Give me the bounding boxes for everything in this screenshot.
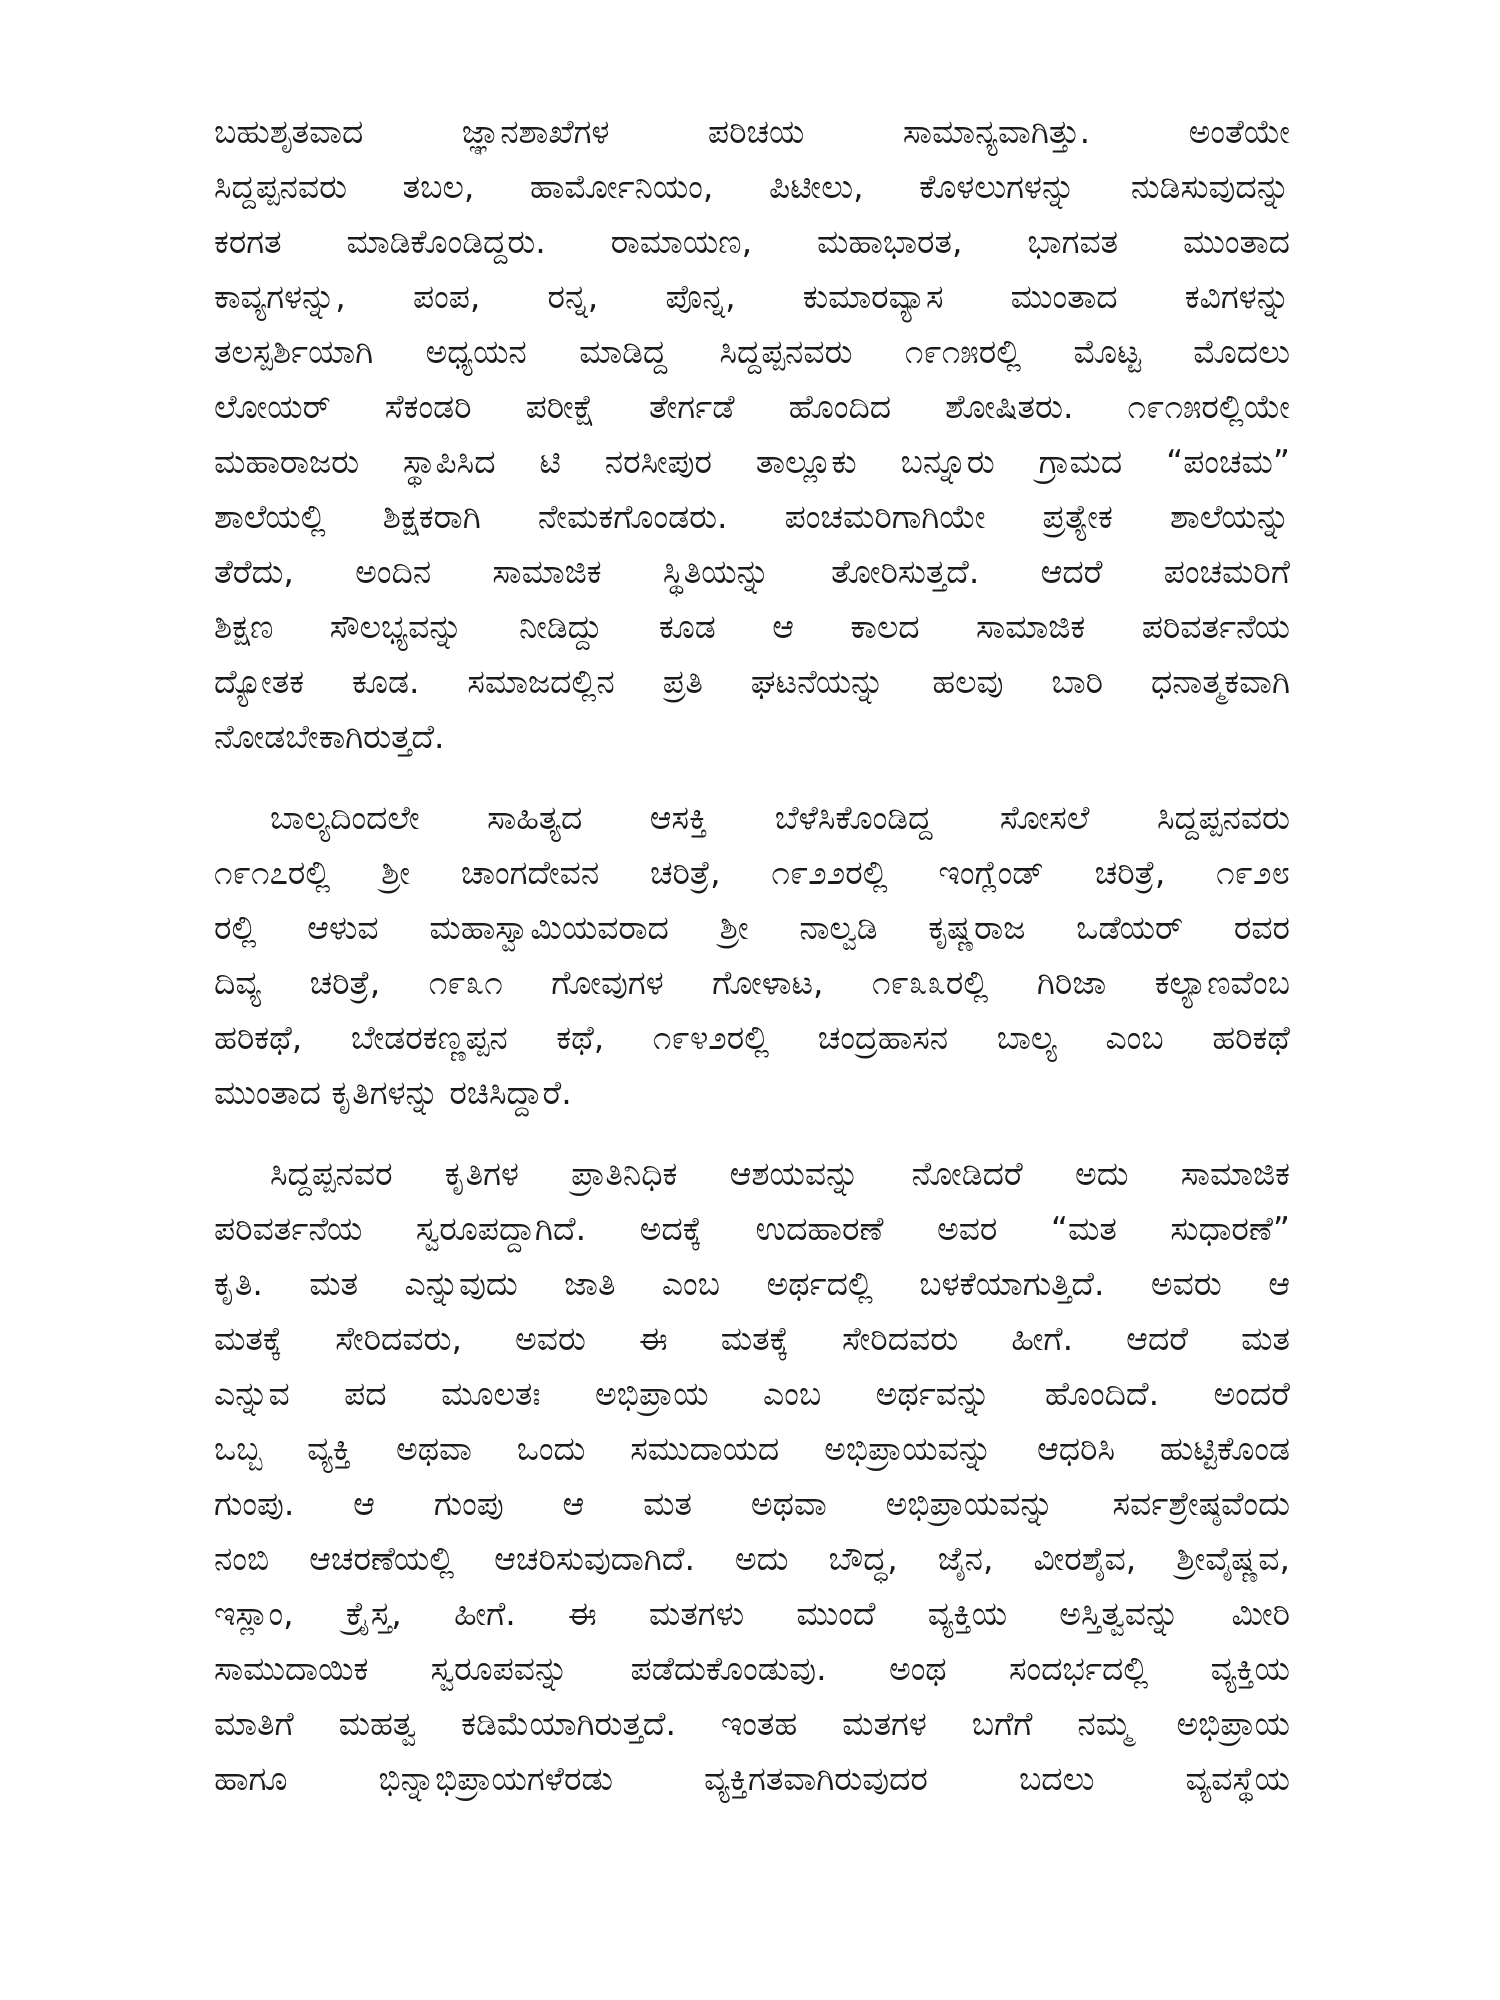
- text-line: ಲೋಯರ್ ಸೆಕಂಡರಿ ಪರೀಕ್ಷೆ ತೇರ್ಗಡೆ ಹೊಂದಿದ ಶೋಷಿತರು. ೧೯೧೫ರಲ್ಲಿಯೇ: [214, 387, 1290, 426]
- text-line: ಸಾಮುದಾಯಿಕ ಸ್ವರೂಪವನ್ನು ಪಡೆದುಕೊಂಡುವು. ಅಂಥ ಸಂದರ್ಭದಲ್ಲಿ ವ್ಯಕ್ತಿಯ: [214, 1649, 1290, 1688]
- text-line: ಪರಿವರ್ತನೆಯ ಸ್ವರೂಪದ್ದಾಗಿದೆ. ಅದಕ್ಕೆ ಉದಹಾರಣೆ ಅವರ “ಮತ ಸುಧಾರಣೆ”: [214, 1209, 1290, 1248]
- paragraph-2: [214, 790, 1290, 1120]
- text-line: ಎನ್ನುವ ಪದ ಮೂಲತಃ ಅಭಿಪ್ರಾಯ ಎಂಬ ಅರ್ಥವನ್ನು ಹೊಂದಿದೆ. ಅಂದರೆ: [214, 1374, 1290, 1413]
- text-line: ಗುಂಪು. ಆ ಗುಂಪು ಆ ಮತ ಅಥವಾ ಅಭಿಪ್ರಾಯವನ್ನು ಸರ್ವಶ್ರೇಷ್ಠವೆಂದು: [214, 1484, 1290, 1523]
- paragraph-1: [214, 104, 1290, 764]
- text-line: ಸಿದ್ದಪ್ಪನವರು ತಬಲ, ಹಾರ್ಮೋನಿಯಂ, ಪಿಟೀಲು, ಕೊಳಲುಗಳನ್ನು ನುಡಿಸುವುದನ್ನು: [214, 167, 1290, 206]
- text-line: ಶಾಲೆಯಲ್ಲಿ ಶಿಕ್ಷಕರಾಗಿ ನೇಮಕಗೊಂಡರು. ಪಂಚಮರಿಗಾಗಿಯೇ ಪ್ರತ್ಯೇಕ ಶಾಲೆಯನ್ನು: [214, 497, 1290, 536]
- text-line: ಬಾಲ್ಯದಿಂದಲೇ ಸಾಹಿತ್ಯದ ಆಸಕ್ತಿ ಬೆಳೆಸಿಕೊಂಡಿದ್ದ ಸೋಸಲೆ ಸಿದ್ದಪ್ಪನವರು: [270, 798, 1290, 837]
- text-line: ತಲಸ್ಪರ್ಶಿಯಾಗಿ ಅಧ್ಯಯನ ಮಾಡಿದ್ದ ಸಿದ್ದಪ್ಪನವರು ೧೯೧೫ರಲ್ಲಿ ಮೊಟ್ಟ ಮೊದಲು: [214, 332, 1290, 371]
- document-page: [214, 104, 1290, 1806]
- text-line: ನಂಬಿ ಆಚರಣೆಯಲ್ಲಿ ಆಚರಿಸುವುದಾಗಿದೆ. ಅದು ಬೌದ್ಧ, ಜೈನ, ವೀರಶೈವ, ಶ್ರೀವೈಷ್ಣವ,: [214, 1539, 1290, 1578]
- text-line: ಮುಂತಾದ ಕೃತಿಗಳನ್ನು ರಚಿಸಿದ್ದಾರೆ.: [214, 1073, 572, 1112]
- text-line: ಬಹುಶೃತವಾದ ಜ್ಞಾನಶಾಖೆಗಳ ಪರಿಚಯ ಸಾಮಾನ್ಯವಾಗಿತ್ತು. ಅಂತೆಯೇ: [214, 112, 1290, 151]
- paragraph-3: [214, 1146, 1290, 1806]
- text-line: ಒಬ್ಬ ವ್ಯಕ್ತಿ ಅಥವಾ ಒಂದು ಸಮುದಾಯದ ಅಭಿಪ್ರಾಯವನ್ನು ಆಧರಿಸಿ ಹುಟ್ಟಿಕೊಂಡ: [214, 1429, 1290, 1468]
- text-line: ಕರಗತ ಮಾಡಿಕೊಂಡಿದ್ದರು. ರಾಮಾಯಣ, ಮಹಾಭಾರತ, ಭಾಗವತ ಮುಂತಾದ: [214, 222, 1290, 261]
- text-line: ಸಿದ್ದಪ್ಪನವರ ಕೃತಿಗಳ ಪ್ರಾತಿನಿಧಿಕ ಆಶಯವನ್ನು ನೋಡಿದರೆ ಅದು ಸಾಮಾಜಿಕ: [270, 1154, 1290, 1193]
- text-line: ದಿವ್ಯ ಚರಿತ್ರೆ, ೧೯೩೧ ಗೋವುಗಳ ಗೋಳಾಟ, ೧೯೩೩ರಲ್ಲಿ ಗಿರಿಜಾ ಕಲ್ಯಾಣವೆಂಬ: [214, 963, 1290, 1002]
- text-line: ರಲ್ಲಿ ಆಳುವ ಮಹಾಸ್ವಾಮಿಯವರಾದ ಶ್ರೀ ನಾಲ್ವಡಿ ಕೃಷ್ಣರಾಜ ಒಡೆಯರ್ ರವರ: [214, 908, 1290, 947]
- text-line: ಕೃತಿ. ಮತ ಎನ್ನುವುದು ಜಾತಿ ಎಂಬ ಅರ್ಥದಲ್ಲಿ ಬಳಕೆಯಾಗುತ್ತಿದೆ. ಅವರು ಆ: [214, 1264, 1290, 1303]
- text-line: ಹರಿಕಥೆ, ಬೇಡರಕಣ್ಣಪ್ಪನ ಕಥೆ, ೧೯೪೨ರಲ್ಲಿ ಚಂದ್ರಹಾಸನ ಬಾಲ್ಯ ಎಂಬ ಹರಿಕಥೆ: [214, 1018, 1290, 1057]
- text-line: ನೋಡಬೇಕಾಗಿರುತ್ತದೆ.: [214, 717, 445, 756]
- text-line: ಹಾಗೂ ಭಿನ್ನಾಭಿಪ್ರಾಯಗಳೆರಡು ವ್ಯಕ್ತಿಗತವಾಗಿರುವುದರ ಬದಲು ವ್ಯವಸ್ಥೆಯ: [214, 1759, 1290, 1798]
- text-line: ತೆರೆದು, ಅಂದಿನ ಸಾಮಾಜಿಕ ಸ್ಥಿತಿಯನ್ನು ತೋರಿಸುತ್ತದೆ. ಆದರೆ ಪಂಚಮರಿಗೆ: [214, 552, 1290, 591]
- text-line: ಶಿಕ್ಷಣ ಸೌಲಭ್ಯವನ್ನು ನೀಡಿದ್ದು ಕೂಡ ಆ ಕಾಲದ ಸಾಮಾಜಿಕ ಪರಿವರ್ತನೆಯ: [214, 607, 1290, 646]
- text-line: ಕಾವ್ಯಗಳನ್ನು, ಪಂಪ, ರನ್ನ, ಪೊನ್ನ, ಕುಮಾರವ್ಯಾಸ ಮುಂತಾದ ಕವಿಗಳನ್ನು: [214, 277, 1290, 316]
- text-line: ಮತಕ್ಕೆ ಸೇರಿದವರು, ಅವರು ಈ ಮತಕ್ಕೆ ಸೇರಿದವರು ಹೀಗೆ. ಆದರೆ ಮತ: [214, 1319, 1290, 1358]
- text-line: ಮಾತಿಗೆ ಮಹತ್ವ ಕಡಿಮೆಯಾಗಿರುತ್ತದೆ. ಇಂತಹ ಮತಗಳ ಬಗೆಗೆ ನಮ್ಮ ಅಭಿಪ್ರಾಯ: [214, 1704, 1290, 1743]
- text-line: ಇಸ್ಲಾಂ, ಕ್ರೈಸ್ತ, ಹೀಗೆ. ಈ ಮತಗಳು ಮುಂದೆ ವ್ಯಕ್ತಿಯ ಅಸ್ತಿತ್ವವನ್ನು ಮೀರಿ: [214, 1594, 1290, 1633]
- text-line: ೧೯೧೭ರಲ್ಲಿ ಶ್ರೀ ಚಾಂಗದೇವನ ಚರಿತ್ರೆ, ೧೯೨೨ರಲ್ಲಿ ಇಂಗ್ಲೆಂಡ್ ಚರಿತ್ರೆ, ೧೯೨೮: [214, 853, 1290, 892]
- text-line: ಮಹಾರಾಜರು ಸ್ಥಾಪಿಸಿದ ಟಿ ನರಸೀಪುರ ತಾಲ್ಲೂಕು ಬನ್ನೂರು ಗ್ರಾಮದ “ಪಂಚಮ”: [214, 442, 1290, 481]
- text-line: ದ್ಯೋತಕ ಕೂಡ. ಸಮಾಜದಲ್ಲಿನ ಪ್ರತಿ ಘಟನೆಯನ್ನು ಹಲವು ಬಾರಿ ಧನಾತ್ಮಕವಾಗಿ: [214, 662, 1290, 701]
